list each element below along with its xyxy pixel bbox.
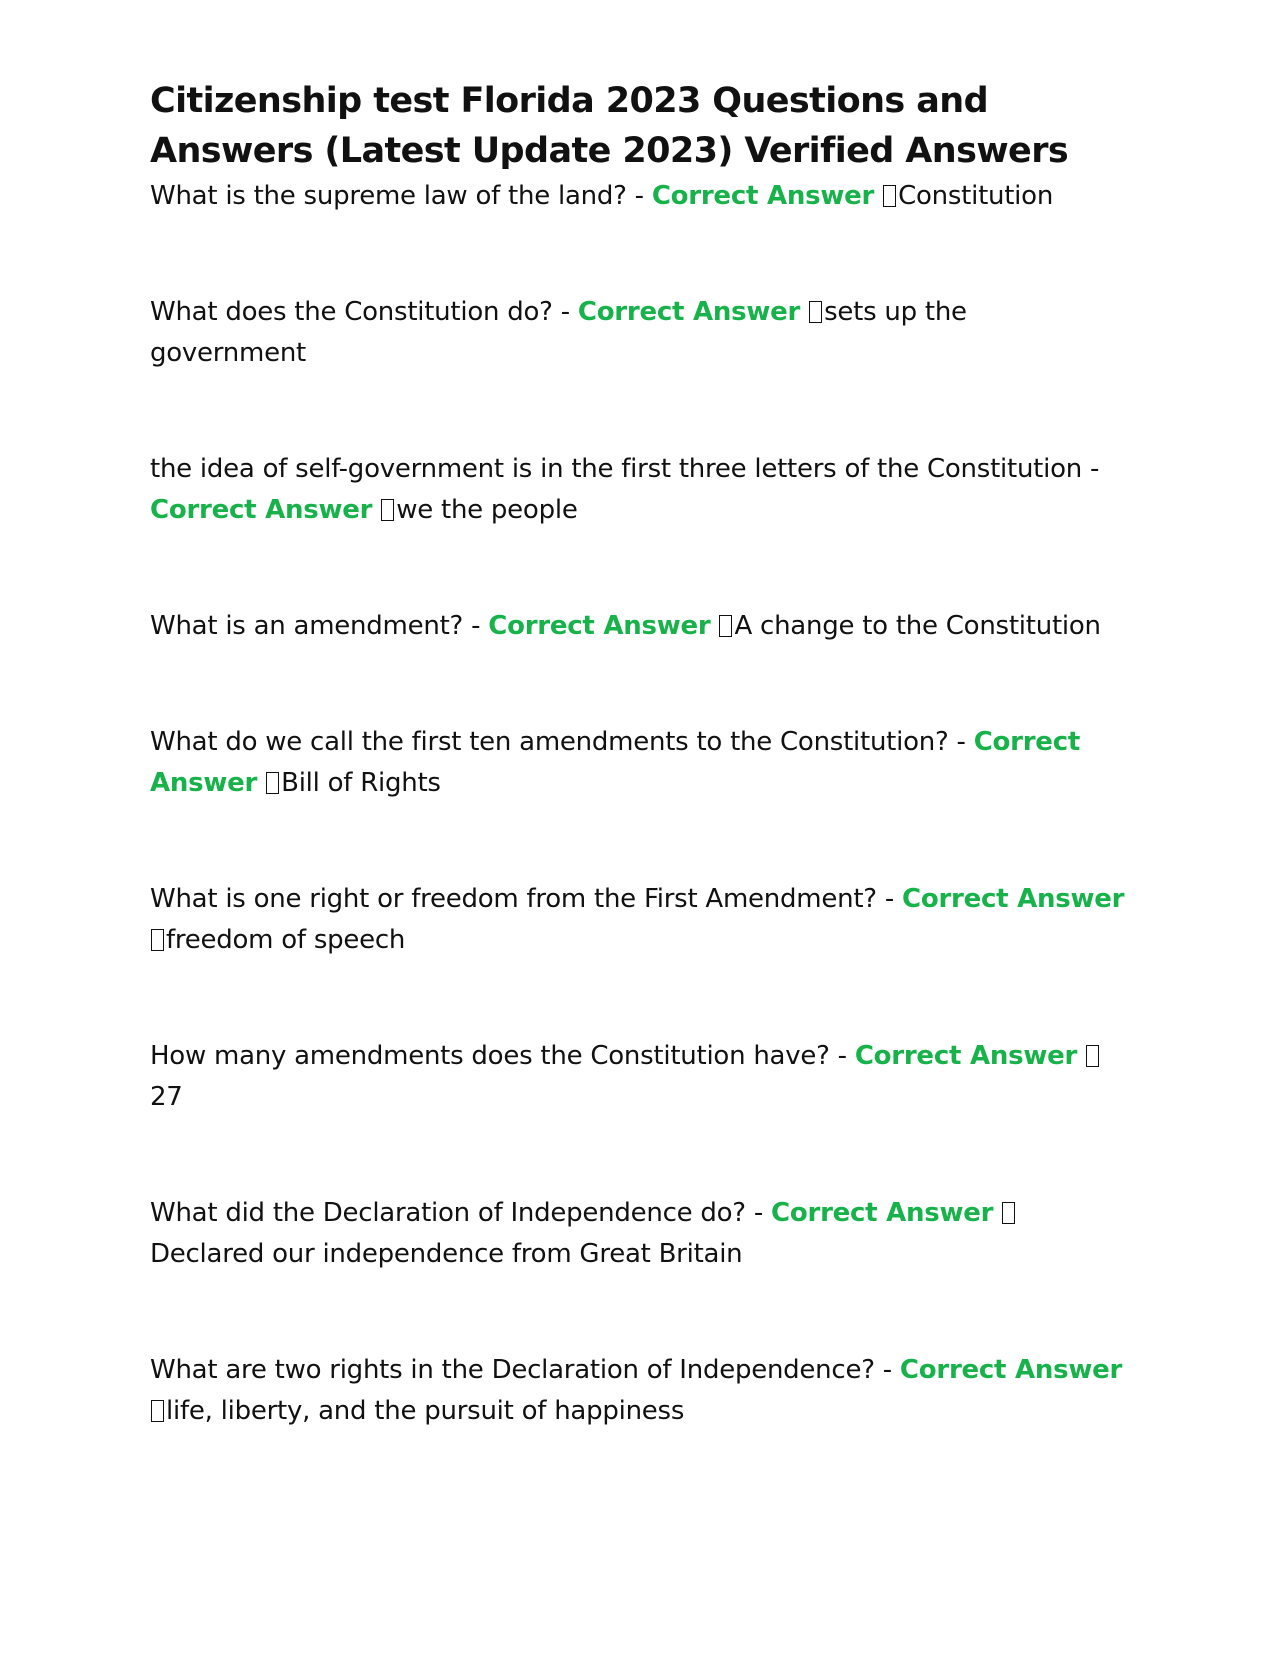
answer-label: Correct Answer [150, 727, 1081, 798]
missing-glyph-icon [719, 615, 732, 637]
question-text: What is the supreme law of the land? [150, 181, 627, 211]
answer-text: Declared our independence from Great Britain [150, 1239, 743, 1269]
qa-item [150, 879, 1130, 961]
qa-item [150, 292, 1130, 374]
answer-label: Correct Answer [488, 611, 711, 641]
separator: - [1081, 454, 1100, 484]
missing-glyph-icon [151, 1400, 164, 1422]
qa-item [150, 1350, 1130, 1432]
separator: - [463, 611, 489, 641]
question-text: What do we call the first ten amendments to the Constitution? [150, 727, 949, 757]
question-text: the idea of self-government is in the first three letters of the Constitution [150, 454, 1082, 484]
separator: - [876, 884, 902, 914]
missing-glyph-icon [809, 301, 822, 323]
question-text: What is an amendment? [150, 611, 464, 641]
document-page [150, 76, 1130, 1507]
answer-text: sets up the government [150, 297, 967, 368]
missing-glyph-icon [381, 499, 394, 521]
qa-item [150, 449, 1130, 531]
separator: - [829, 1041, 855, 1071]
qa-list [150, 176, 1130, 1432]
answer-label: Correct Answer [150, 495, 373, 525]
answer-label: Correct Answer [854, 1041, 1078, 1071]
answer-label: Correct Answer [577, 297, 801, 327]
qa-item [150, 606, 1130, 647]
qa-item [150, 176, 1130, 217]
question-text: What does the Constitution do? [150, 297, 553, 327]
answer-label: Correct Answer [651, 181, 875, 211]
answer-label: Correct Answer [902, 884, 1125, 914]
answer-text: we the people [396, 495, 578, 525]
qa-item [150, 722, 1130, 804]
separator: - [874, 1355, 900, 1385]
missing-glyph-icon [883, 185, 896, 207]
missing-glyph-icon [266, 772, 279, 794]
qa-item [150, 1036, 1130, 1118]
question-text: What is one right or freedom from the First Amendment? [150, 884, 877, 914]
answer-text: A change to the Constitution [734, 611, 1101, 641]
document-title: Citizenship test Florida 2023 Questions and Answers (Latest Update 2023) Verified Answers [150, 81, 1069, 171]
separator: - [552, 297, 578, 327]
answer-label: Correct Answer [771, 1198, 994, 1228]
question-text: What are two rights in the Declaration of Independence? [150, 1355, 875, 1385]
question-text: How many amendments does the Constitution have? [150, 1041, 830, 1071]
question-text: What did the Declaration of Independence do? [150, 1198, 746, 1228]
answer-text: Constitution [898, 181, 1054, 211]
missing-glyph-icon [1086, 1045, 1099, 1067]
answer-text: life, liberty, and the pursuit of happiness [166, 1396, 685, 1426]
separator: - [745, 1198, 772, 1228]
answer-text: freedom of speech [166, 925, 406, 955]
separator: - [626, 181, 652, 211]
missing-glyph-icon [1002, 1202, 1015, 1224]
answer-text: Bill of Rights [281, 768, 441, 798]
qa-item [150, 1193, 1130, 1275]
answer-label: Correct Answer [899, 1355, 1123, 1385]
separator: - [948, 727, 974, 757]
missing-glyph-icon [151, 929, 164, 951]
answer-text: 27 [150, 1082, 183, 1112]
